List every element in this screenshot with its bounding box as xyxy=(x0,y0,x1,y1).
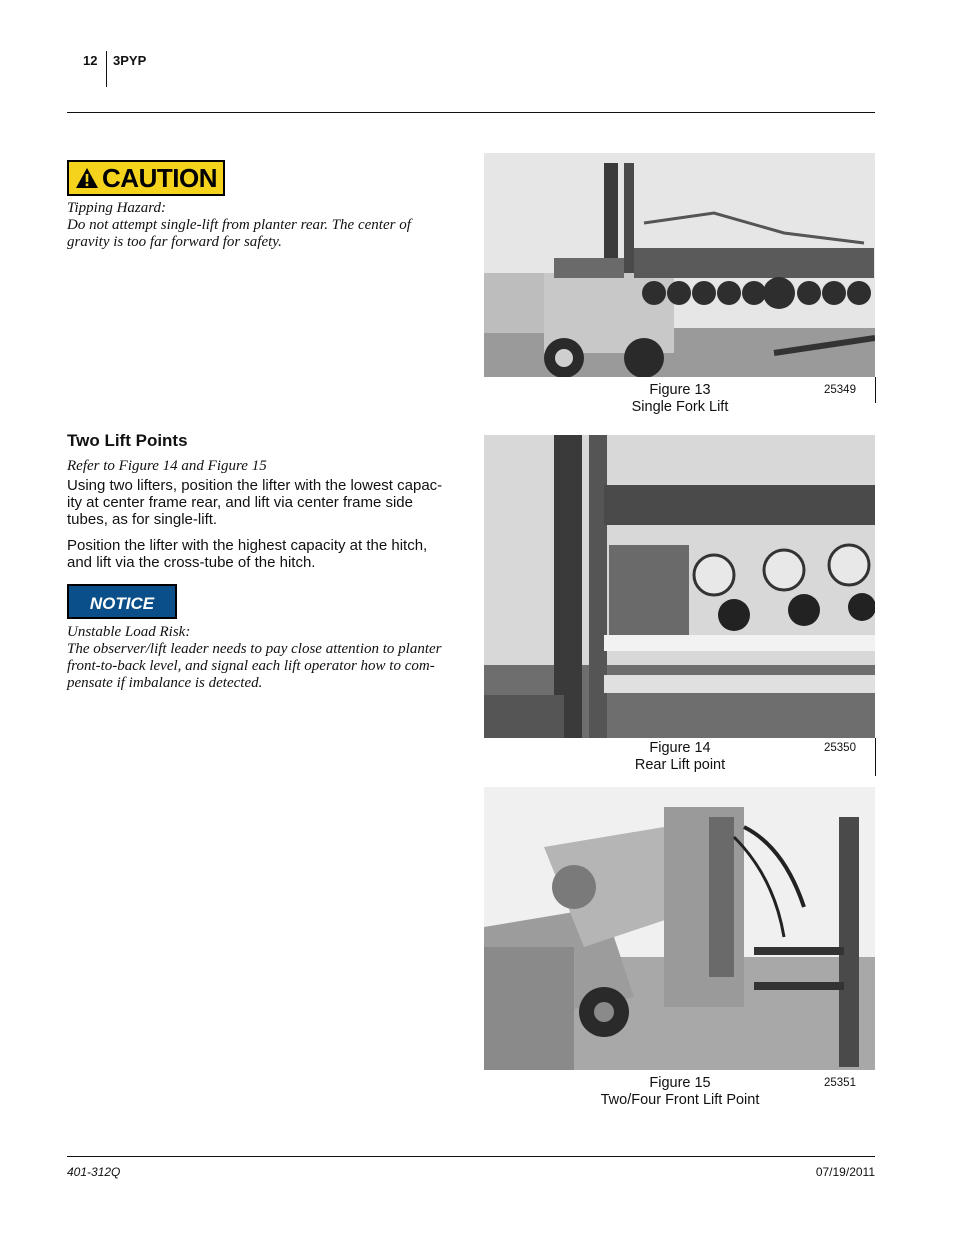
figure-reference: Refer to Figure 14 and Figure 15 xyxy=(67,458,267,474)
footer-rule xyxy=(67,1156,875,1157)
figure-13-id: 25349 xyxy=(824,384,856,396)
caution-label: CAUTION xyxy=(102,162,217,193)
notice-line: The observer/lift leader needs to pay close attention to planter xyxy=(67,641,442,657)
model-name: 3PYP xyxy=(113,53,147,68)
revision-date: 07/19/2011 xyxy=(815,1165,875,1179)
caution-badge xyxy=(67,160,225,196)
notice-line: pensate if imbalance is detected. xyxy=(67,675,263,691)
paragraph-line: ity at center frame rear, and lift via center frame side xyxy=(67,494,413,511)
notice-title: Unstable Load Risk: xyxy=(67,624,191,640)
warning-triangle-icon xyxy=(75,166,99,190)
figure-15-caption: Two/Four Front Lift Point xyxy=(600,1092,760,1108)
page-number: 12 xyxy=(83,53,98,68)
figure-14-photo xyxy=(484,435,875,738)
header-rule xyxy=(67,112,875,113)
figure-14-caption: Rear Lift point xyxy=(634,757,726,773)
figure-15-number: Figure 15 xyxy=(649,1075,711,1091)
notice-badge xyxy=(67,584,177,619)
figure-14-id: 25350 xyxy=(824,742,856,754)
figure-15-photo xyxy=(484,787,875,1070)
header-divider xyxy=(106,51,107,87)
notice-line: front-to-back level, and signal each lift operator how to com- xyxy=(67,658,435,674)
figure-13-number: Figure 13 xyxy=(649,382,711,398)
section-heading: Two Lift Points xyxy=(67,431,188,450)
caution-title: Tipping Hazard: xyxy=(67,200,167,216)
paragraph-line: tubes, as for single-lift. xyxy=(67,511,218,528)
figure-14-number: Figure 14 xyxy=(649,740,711,756)
figure-13-caption: Single Fork Lift xyxy=(631,399,729,415)
figure-13-edge xyxy=(875,377,876,403)
paragraph-line: Using two lifters, position the lifter with the lowest capac- xyxy=(67,477,443,494)
paragraph-line: Position the lifter with the highest capacity at the hitch, xyxy=(67,537,428,554)
figure-14-edge xyxy=(875,738,876,776)
caution-line: gravity is too far forward for safety. xyxy=(67,234,282,250)
paragraph-line: and lift via the cross-tube of the hitch. xyxy=(67,554,316,571)
figure-13-photo xyxy=(484,153,875,377)
figure-15-id: 25351 xyxy=(824,1077,856,1089)
notice-label: notice xyxy=(89,587,155,615)
document-number: 401-312Q xyxy=(67,1165,121,1179)
caution-line: Do not attempt single-lift from planter rear. The center of xyxy=(67,217,411,233)
